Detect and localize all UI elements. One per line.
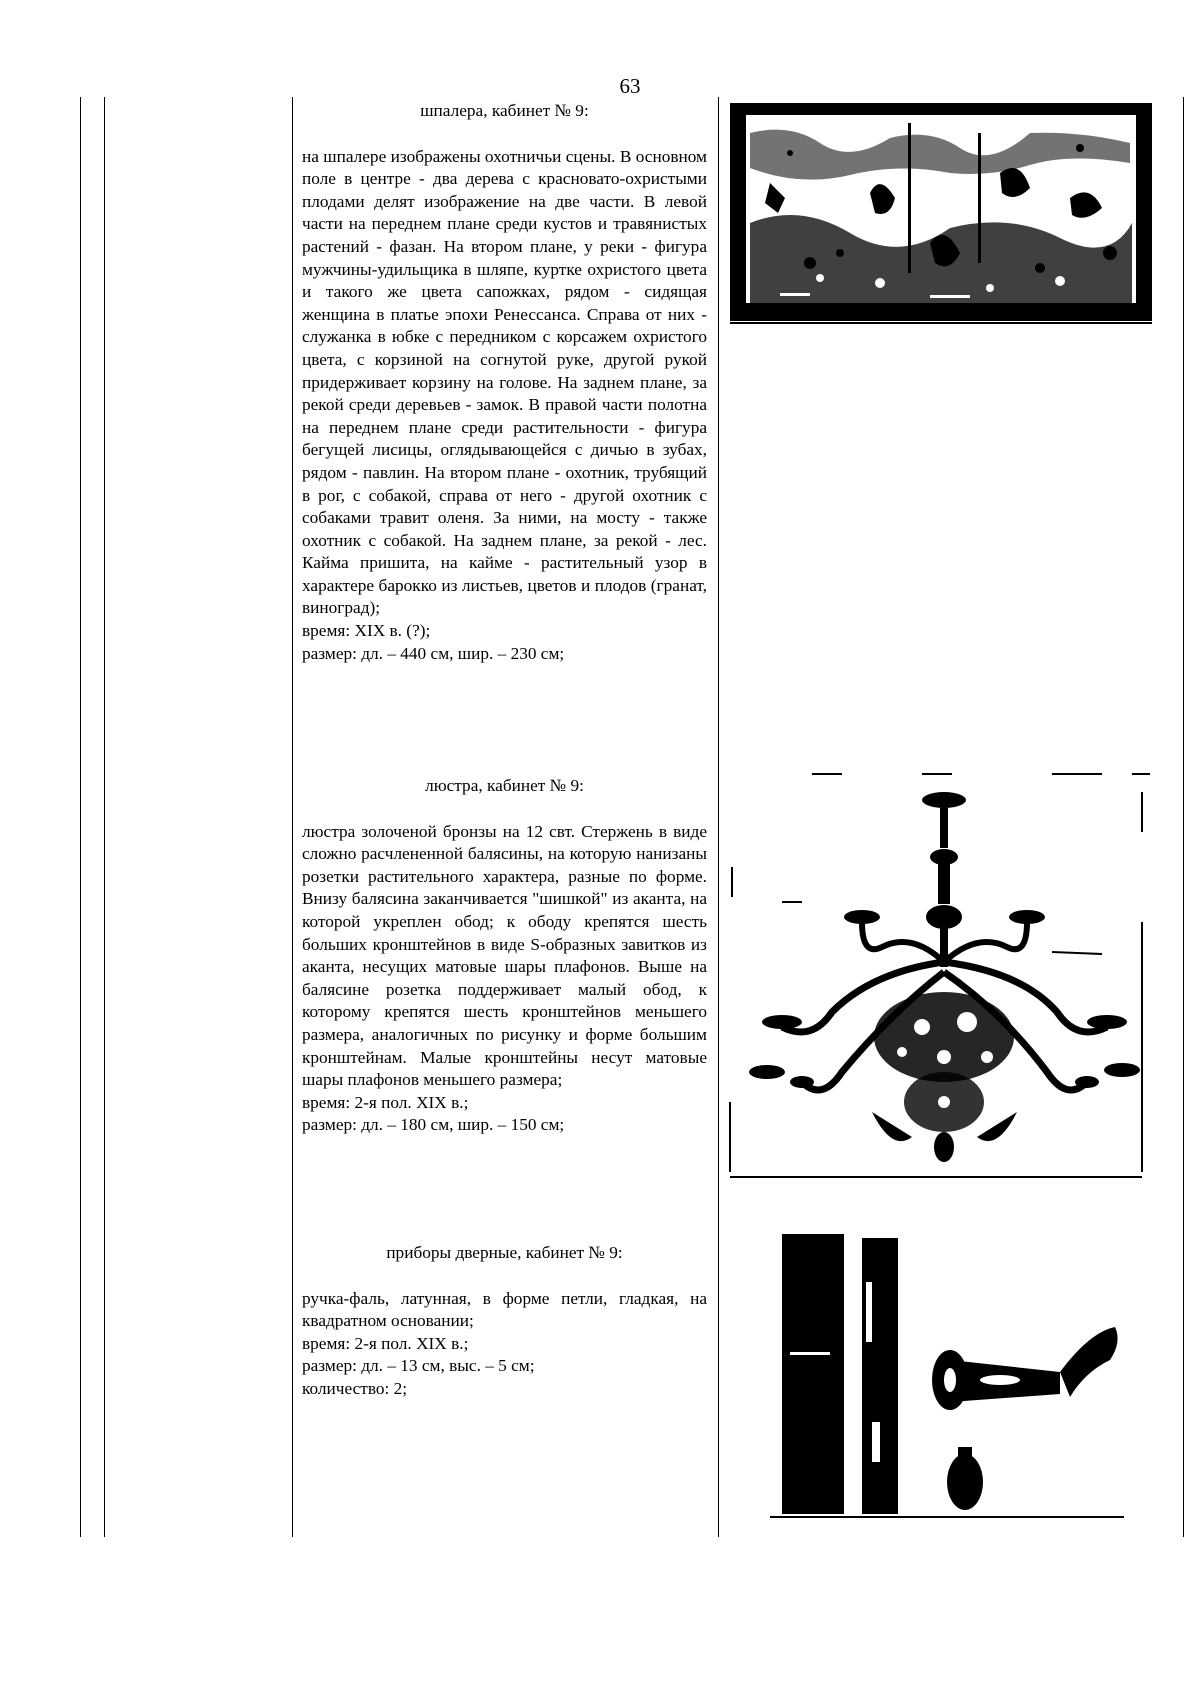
entry-quantity: количество: 2; [302,1378,408,1398]
tapestry-photo [730,103,1152,325]
table-border-right [1183,97,1184,1537]
entry-description: люстра золоченой бронзы на 12 свт. Стержень в виде сложно расчлененной балясины, на которую нанизаны розетки растительного характера, разные по форме. Внизу балясина заканчивается "шишкой" из аканта, на которой укреплен обод; к ободу крепятся шесть больших кронштейнов в виде S-образных завитков из аканта, несущих матовые шары плафонов. Выше на балясине розетка поддерживает малый обод, к которому крепятся шесть кронштейнов меньшего размера, аналогичных по рисунку и форме большим кронштейнам. Малые кронштейны несут матовые шары плафонов меньшего размера; [302,821,707,1090]
entry-time: время: XIX в. (?); [302,621,431,641]
chandelier-photo [722,772,1154,1182]
entry-tapestry [302,100,707,665]
table-border-text-right [718,97,719,1537]
door-handle-photo [770,1232,1124,1520]
entry-heading: приборы дверные, кабинет № 9: [386,1243,623,1262]
entry-door-fittings [302,1242,707,1401]
table-border-left-outer [80,97,81,1537]
entry-time: время: 2-я пол. XIX в.; [302,1333,469,1353]
entry-heading: люстра, кабинет № 9: [425,776,584,795]
table-border-left-inner [104,97,105,1537]
entry-time: время: 2-я пол. XIX в.; [302,1092,469,1112]
entry-size: размер: дл. – 180 см, шир. – 150 см; [302,1115,565,1135]
entry-size: размер: дл. – 440 см, шир. – 230 см; [302,643,565,663]
entry-description: на шпалере изображены охотничьи сцены. В основном поле в центре - два дерева с красновато-охристыми плодами делят изображение на две части. В левой части на переднем плане среди кустов и травянистых растений - фазан. На втором плане, у реки - фигура мужчины-удильщика в шляпе, куртке охристого цвета и такого же цвета сапожках, рядом - сидящая женщина в платье эпохи Ренессанса. Справа от них - служанка в юбке с передником с корсажем охристого цвета, с корзиной на согнутой руке, другой рукой придерживает корзину на голове. На заднем плане, за рекой среди деревьев - замок. В правой части полотна на переднем плане среди растительности - фигура бегущей лисицы, оглядывающейся с дичью в зубах, рядом - павлин. На втором плане - охотник, трубящий в рог, с собакой, справа от него - другой охотник с собаками травит оленя. За ними, на мосту - также охотник с собакой. На заднем плане, за рекой - лес. Кайма пришита, на кайме - растительный узор в характере барокко из листьев, цветов и плодов (гранат, виноград); [302,146,707,618]
entry-heading: шпалера, кабинет № 9: [420,101,589,120]
entry-chandelier [302,775,707,1137]
table-border-text-left [292,97,293,1537]
entry-size: размер: дл. – 13 см, выс. – 5 см; [302,1356,535,1376]
entry-description: ручка-фаль, латунная, в форме петли, гладкая, на квадратном основании; [302,1288,707,1331]
page-number: 63 [619,74,641,98]
